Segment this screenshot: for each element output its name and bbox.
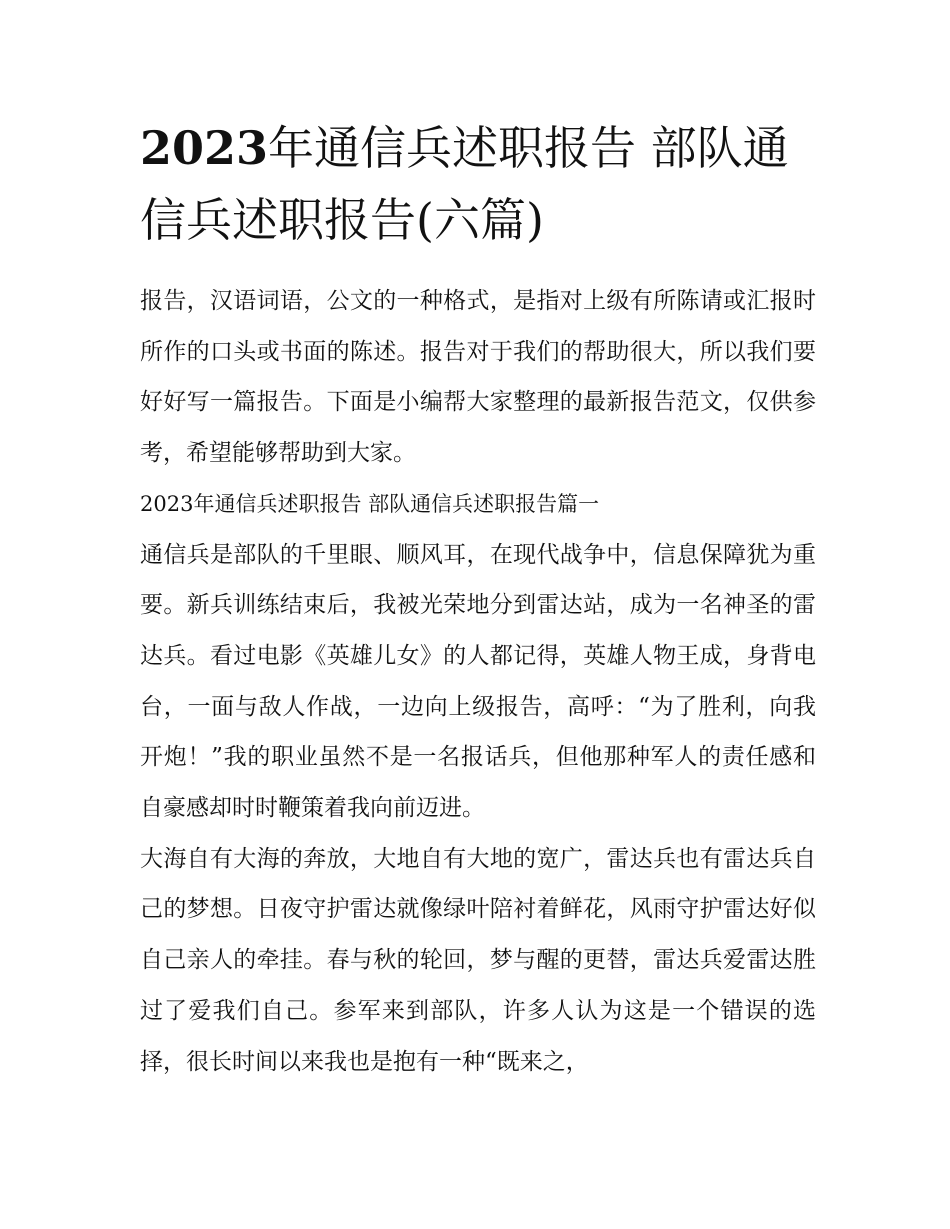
- title-year: 2023: [140, 121, 269, 175]
- document-title: [140, 112, 830, 256]
- body-paragraph-1: 通信兵是部队的千里眼、顺风耳，在现代战争中，信息保障犹为重要。新兵训练结束后，我被光荣地分到雷达站，成为一名神圣的雷达兵。看过电影《英雄儿女》的人都记得，英雄人物王成，身背电台，一面与敌人作战，一边向上级报告，高呼：“为了胜利，向我开炮！”我的职业虽然不是一名报话兵，但他那种军人的责任感和自豪感却时时鞭策着我向前迈进。: [140, 541, 816, 822]
- intro-paragraph: 报告，汉语词语，公文的一种格式，是指对上级有所陈请或汇报时所作的口头或书面的陈述。报告对于我们的帮助很大，所以我们要好好写一篇报告。下面是小编帮大家整理的最新报告范文，仅供参考，希望能够帮助到大家。: [140, 288, 816, 467]
- section-heading: 2023年通信兵述职报告 部队通信兵述职报告篇一: [140, 491, 600, 516]
- body-paragraph-2: 大海自有大海的奔放，大地自有大地的宽广，雷达兵也有雷达兵自己的梦想。日夜守护雷达就像绿叶陪衬着鲜花，风雨守护雷达好似自己亲人的牵挂。春与秋的轮回，梦与醒的更替，雷达兵爱雷达胜过了爱我们自己。参军来到部队，许多人认为这是一个错误的选择，很长时间以来我也是抱有一种“既来之，: [140, 845, 816, 1075]
- title-text: 年通信兵述职报告 部队通信兵述职报告(六篇): [140, 121, 789, 247]
- document-body: [140, 276, 816, 1087]
